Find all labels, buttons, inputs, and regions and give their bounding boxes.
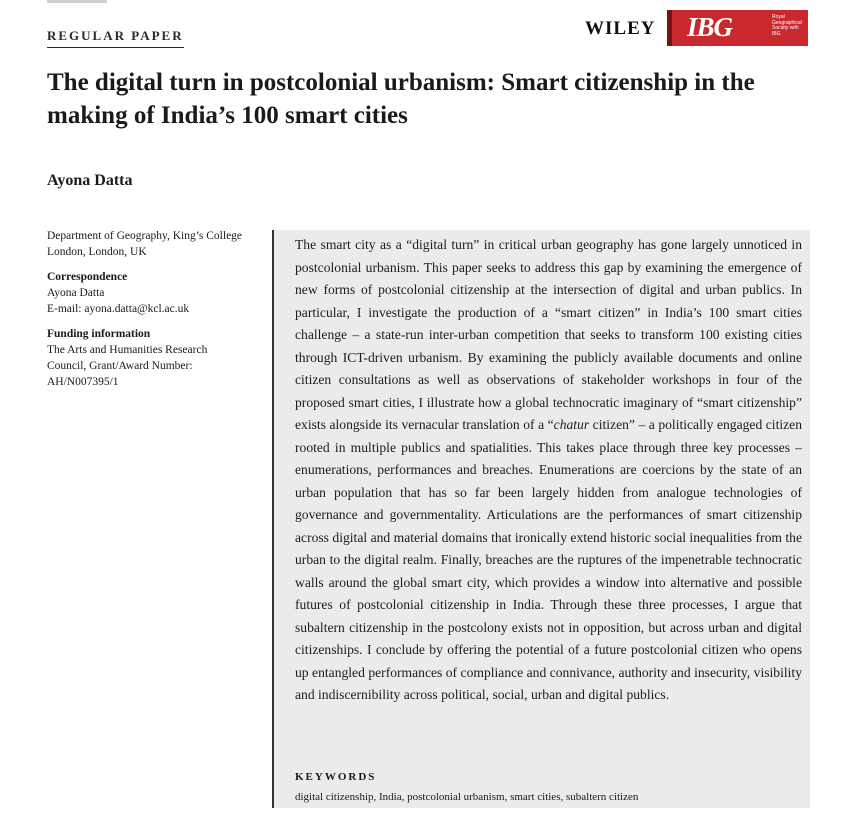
abstract-panel: [272, 230, 810, 808]
author-name[interactable]: Ayona Datta: [47, 172, 133, 189]
abstract-italic-term: chatur: [553, 417, 590, 432]
funding-text: The Arts and Humanities Research Council, Grant/Award Number: AH/N007395/1: [47, 344, 208, 388]
abstract-part-1: The smart city as a “digital turn” in critical urban geography has gone largely unnoticed in postcolonial urbanism. This paper seeks to address this gap by examining the emergence of new forms of postcolonial citizenship at the intersection of digital and urban publics. In particular, I investigate the production of a “smart citizen” in India’s 100 smart cities challenge – a state-run inter-urban competition that seeks to transform 100 existing cities through ICT-driven urbanism. By examining the publicly available documents and online citizen consultations as well as observations of stakeholder workshops in four of the proposed smart cities, I illustrate how a global technocratic imaginary of “smart citizenship” exists alongside its vernacular translation of a “: [295, 237, 802, 432]
abstract-text: [295, 234, 802, 707]
section-label: REGULAR PAPER: [47, 28, 184, 48]
logo-stripe: [667, 10, 672, 46]
correspondence-block: [47, 269, 247, 317]
publisher-logo[interactable]: WILEY: [585, 18, 656, 39]
author-sidebar: [47, 228, 247, 399]
affiliation: Department of Geography, King’s College London, London, UK: [47, 230, 243, 258]
correspondence-email[interactable]: E-mail: ayona.datta@kcl.ac.uk: [47, 303, 190, 315]
article-title: The digital turn in postcolonial urbanism: Smart citizenship in the making of India’s 100 smart cities: [47, 69, 755, 129]
journal-logo-society: Royal Geographical Society with IBG: [772, 14, 802, 37]
keywords-list: digital citizenship, India, postcolonial urbanism, smart cities, subaltern citizen: [295, 791, 639, 803]
correspondence-name: Ayona Datta: [47, 287, 105, 299]
abstract-part-2: citizen” – a politically engaged citizen rooted in multiple publics and spatialities. This takes place through three key processes – enumerations, performances and breaches. Enumerations are coercions by the state of an urban population that has so far been largely hidden from analogue technologies of governance and governmentality. Articulations are the performances of smart citizenship across digital and material domains that ironically extend historic social inequalities from the urban to the digital realm. Finally, breaches are the ruptures of the impenetrable technocratic walls around the global smart city, which provides a window into alternative and possible futures of postcolonial citizenship in India. Through these three processes, I argue that subaltern citizenship in the postcolony exists not in opposition, but across urban and digital citizenships. I conclude by offering the potential of a future postcolonial citizen who opens up entangled performances of compliance and connivance, authority and insecurity, visibility and indiscernibility across political, social, urban and digital publics.: [295, 417, 802, 702]
journal-logo[interactable]: [667, 10, 808, 46]
top-rule: [47, 0, 107, 3]
correspondence-heading: Correspondence: [47, 271, 128, 283]
journal-logo-letters: IBG: [687, 12, 733, 42]
funding-block: [47, 326, 247, 390]
funding-heading: Funding information: [47, 328, 151, 340]
keywords-heading: KEYWORDS: [295, 771, 377, 783]
